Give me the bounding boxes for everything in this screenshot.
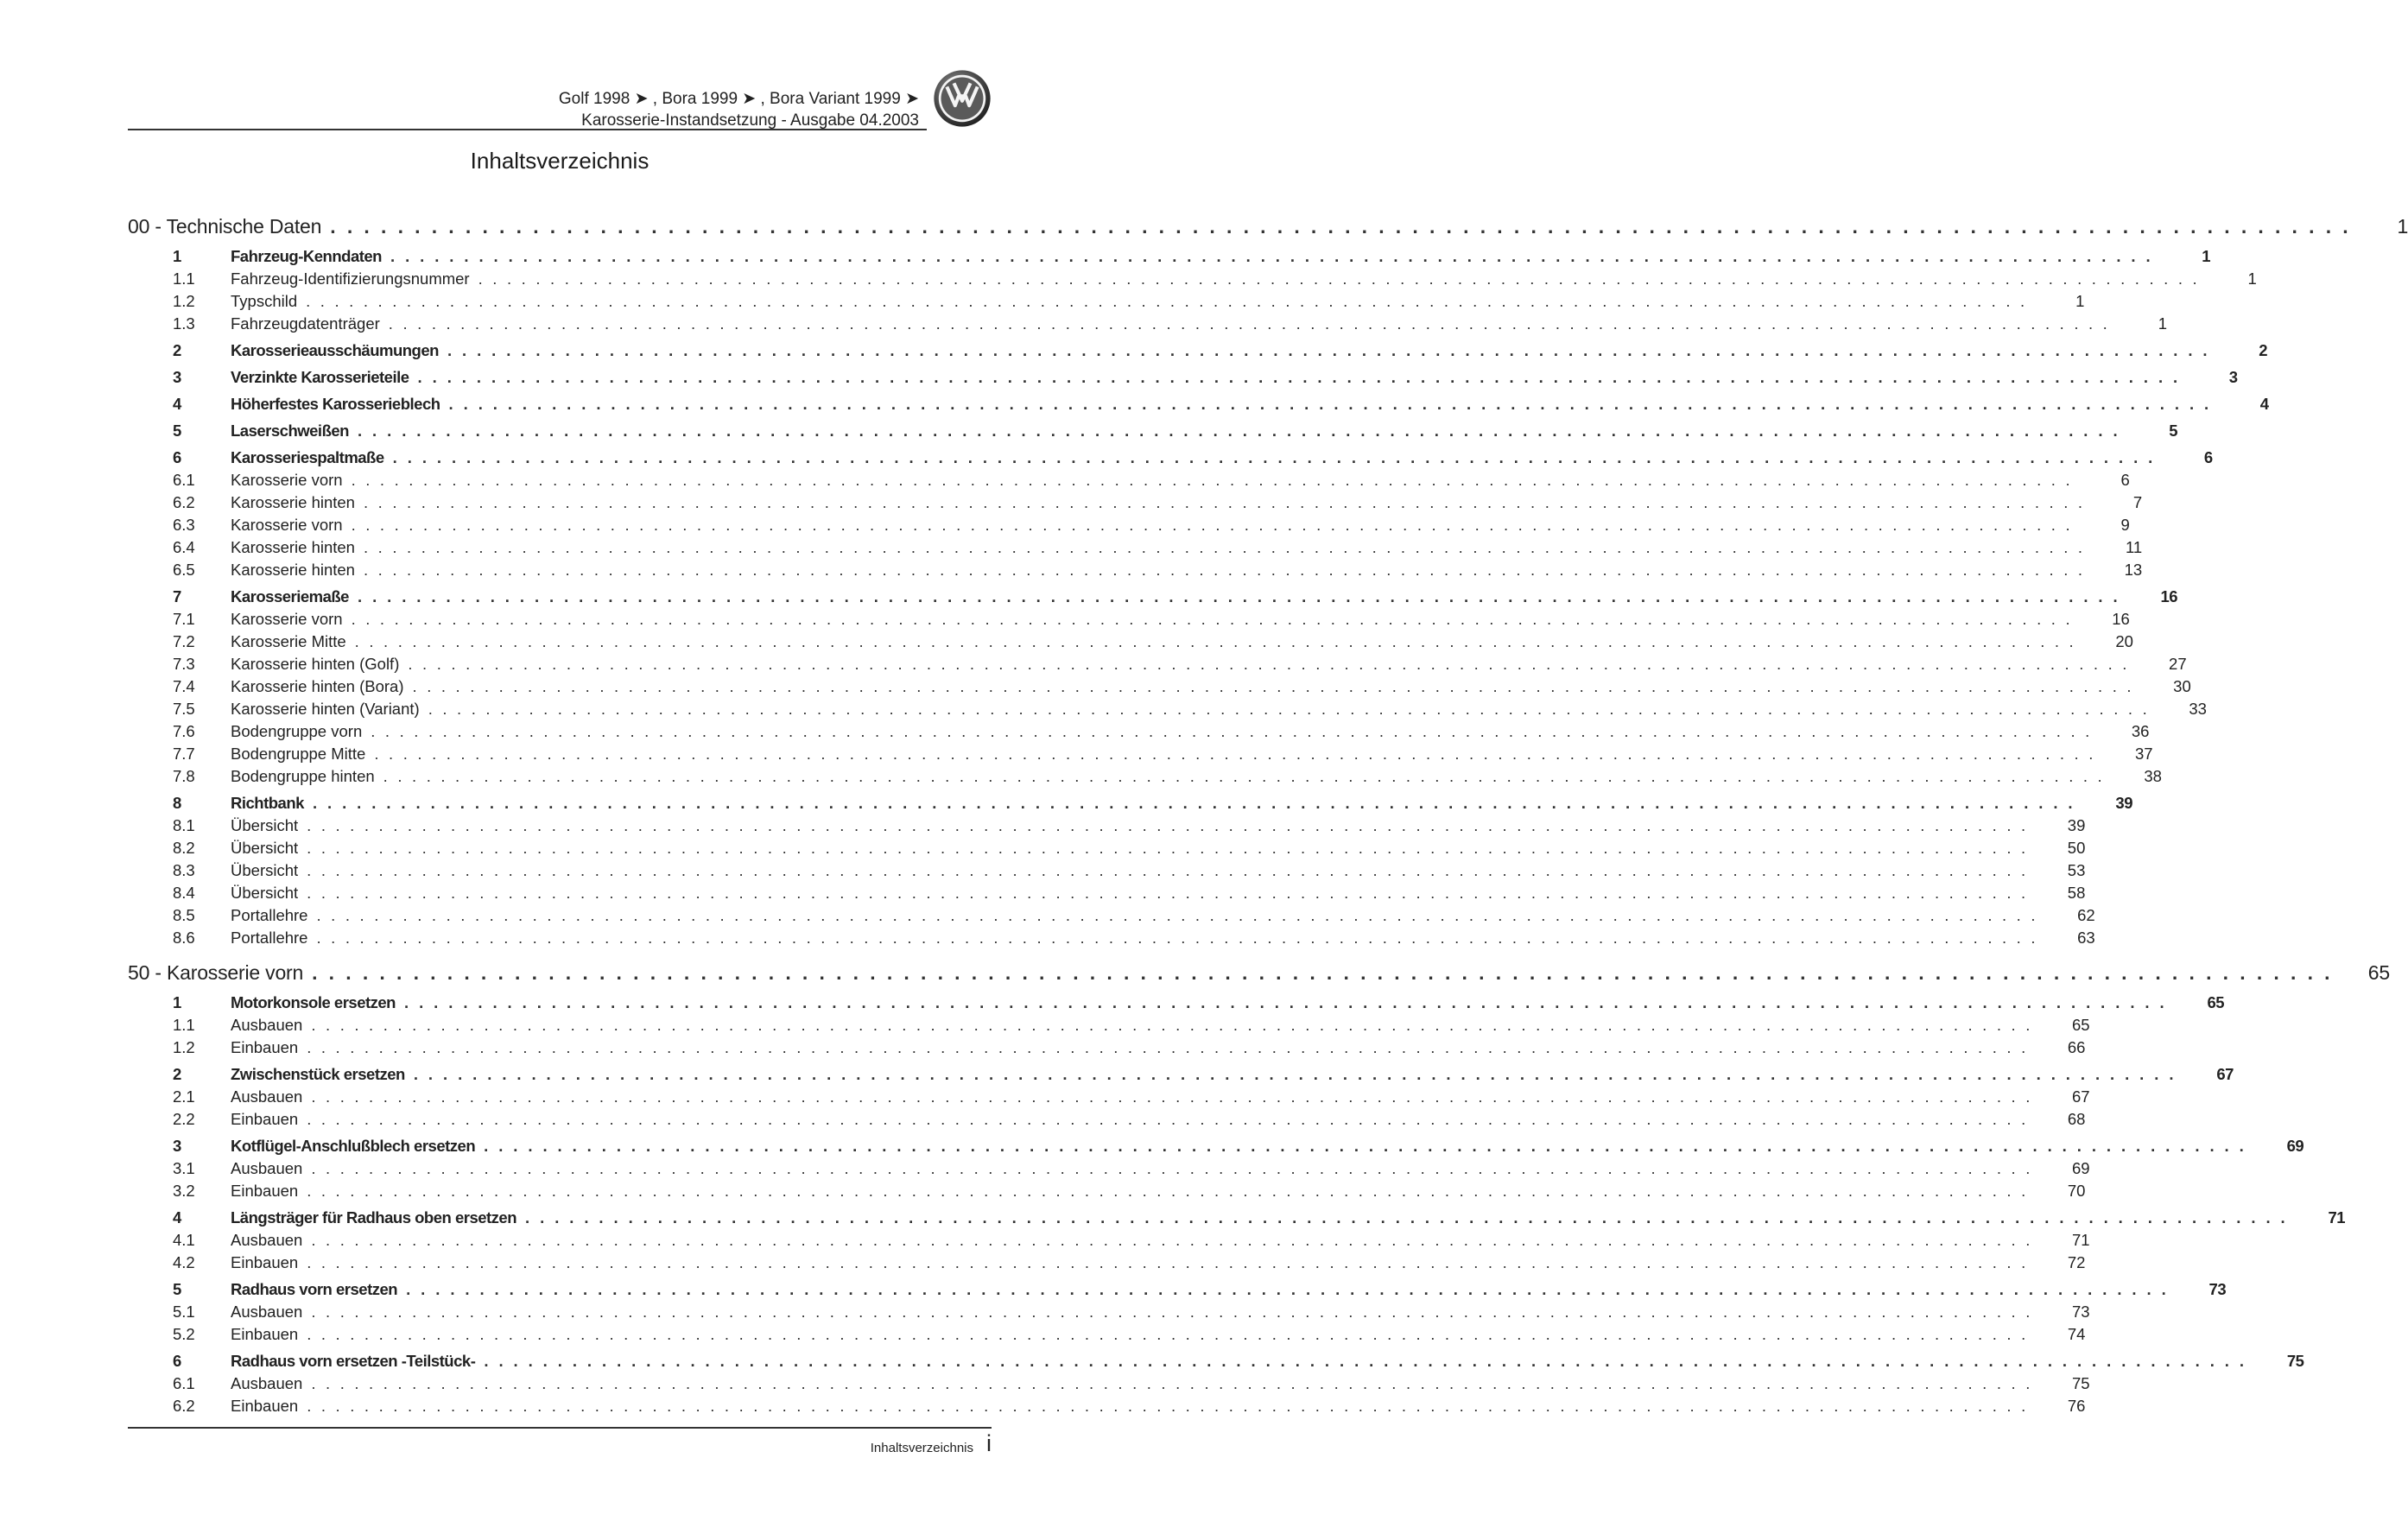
- dot-leader: . . . . . . . . . . . . . . . . . . . . . . . . . . . . . . . . . . . . . . . . . . . . . . . . . . . . . . . . . . . . . . . . . . . . . . . . . . . . . . . . . . . . . . . . . . . . . . . . . . . . . . . . . . . . . . . . . . . . . . . .: [390, 247, 2154, 265]
- toc-entry-title: Radhaus vorn ersetzen: [231, 1280, 398, 1298]
- toc-section-row[interactable]: [128, 366, 2238, 389]
- toc-entry-number: 3: [173, 1137, 182, 1155]
- dot-leader: . . . . . . . . . . . . . . . . . . . . . . . . . . . . . . . . . . . . . . . . . . . . . . . . . . . . . . . . . . . . . . . . . . . . . . . . . . . . . . . . . . . . . . . . . . . . . . . . . . . . . . . . . . . . . . . . . . . . . . . .: [307, 884, 2029, 902]
- toc-entry-number: 6: [173, 1352, 182, 1370]
- dot-leader: . . . . . . . . . . . . . . . . . . . . . . . . . . . . . . . . . . . . . . . . . . . . . . . . . . . . . . . . . . . . . . . . . . . . . . . . . . . . . . . . . . . . . . . . . . . . . . . . . . . . . . . . . . . . . . . . . . . . . . . .: [417, 368, 2181, 386]
- dot-leader: . . . . . . . . . . . . . . . . . . . . . . . . . . . . . . . . . . . . . . . . . . . . . . . . . . . . . . . . . . . . . . . . . . . . . . . . . . . . . . . . . . . . . . . . . . . . . . . . . . . . . . . . . . . . . . . . . . . . . . . .: [363, 538, 2086, 556]
- toc-entry-title: Karosserie hinten (Variant): [231, 700, 420, 718]
- toc-entry-number: 7.5: [173, 700, 195, 718]
- toc-entry-page: 71: [2328, 1208, 2346, 1227]
- toc-entry-page: 65: [2207, 993, 2225, 1011]
- toc-entry-title: Übersicht: [231, 884, 299, 902]
- dot-leader: . . . . . . . . . . . . . . . . . . . . . . . . . . . . . . . . . . . . . . . . . . . . . . . . . . . . . . . . . . . . . . . . . . . . . . . . . . . . . . . . . . . . . . . . . . . . . . . . . . . . . . . . . . . . . . . . . . . . . . . .: [312, 961, 2333, 984]
- header-models: Golf 1998 ➤ , Bora 1999 ➤ , Bora Variant 1999 ➤: [558, 90, 919, 108]
- dot-leader: . . . . . . . . . . . . . . . . . . . . . . . . . . . . . . . . . . . . . . . . . . . . . . . . . . . . . . . . . . . . . . . . . . . . . . . . . . . . . . . . . . . . . . . . . . . . . . . . . . . . . . . . . . . . . . . . . . . . . . . .: [404, 993, 2168, 1011]
- dot-leader: . . . . . . . . . . . . . . . . . . . . . . . . . . . . . . . . . . . . . . . . . . . . . . . . . . . . . . . . . . . . . . . . . . . . . . . . . . . . . . . . . . . . . . . . . . . . . . . . . . . . . . . . . . . . . . . . . . . . . . . .: [307, 1110, 2029, 1128]
- toc-entry-page: 69: [2071, 1159, 2090, 1177]
- toc-sub-row[interactable]: [128, 765, 2162, 788]
- dot-leader: . . . . . . . . . . . . . . . . . . . . . . . . . . . . . . . . . . . . . . . . . . . . . . . . . . . . . . . . . . . . . . . . . . . . . . . . . . . . . . . . . . . . . . . . . . . . . . . . . . . . . . . . . . . . . . . . . . . . . . . .: [406, 1280, 2170, 1298]
- dot-leader: . . . . . . . . . . . . . . . . . . . . . . . . . . . . . . . . . . . . . . . . . . . . . . . . . . . . . . . . . . . . . . . . . . . . . . . . . . . . . . . . . . . . . . . . . . . . . . . . . . . . . . . . . . . . . . . . . . . . . . . .: [484, 1137, 2247, 1155]
- toc-entry-title: Ausbauen: [231, 1087, 303, 1106]
- dot-leader: . . . . . . . . . . . . . . . . . . . . . . . . . . . . . . . . . . . . . . . . . . . . . . . . . . . . . . . . . . . . . . . . . . . . . . . . . . . . . . . . . . . . . . . . . . . . . . . . . . . . . . . . . . . . . . . . . . . . . . . .: [311, 1231, 2033, 1249]
- toc-entry-page: 65: [2071, 1016, 2090, 1034]
- dot-leader: . . . . . . . . . . . . . . . . . . . . . . . . . . . . . . . . . . . . . . . . . . . . . . . . . . . . . . . . . . . . . . . . . . . . . . . . . . . . . . . . . . . . . . . . . . . . . . . . . . . . . . . . . . . . . . . . . . . . . . . .: [363, 493, 2086, 511]
- toc-entry-number: 2.1: [173, 1087, 195, 1106]
- dot-leader: . . . . . . . . . . . . . . . . . . . . . . . . . . . . . . . . . . . . . . . . . . . . . . . . . . . . . . . . . . . . . . . . . . . . . . . . . . . . . . . . . . . . . . . . . . . . . . . . . . . . . . . . . . . . . . . . . . . . . . . .: [408, 655, 2130, 673]
- dot-leader: . . . . . . . . . . . . . . . . . . . . . . . . . . . . . . . . . . . . . . . . . . . . . . . . . . . . . . . . . . . . . . . . . . . . . . . . . . . . . . . . . . . . . . . . . . . . . . . . . . . . . . . . . . . . . . . . . . . . . . . .: [383, 767, 2105, 785]
- toc-sub-row[interactable]: [128, 514, 2130, 536]
- toc-sub-row[interactable]: [128, 653, 2187, 675]
- toc-entry-number: 8.3: [173, 861, 195, 879]
- toc-entry-page: 69: [2286, 1137, 2304, 1155]
- toc-entry-number: 3: [173, 368, 182, 386]
- toc-section-row[interactable]: [128, 245, 2211, 268]
- toc-entry-title: Ausbauen: [231, 1231, 303, 1249]
- toc-entry-number: 5.1: [173, 1303, 195, 1321]
- dot-leader: . . . . . . . . . . . . . . . . . . . . . . . . . . . . . . . . . . . . . . . . . . . . . . . . . . . . . . . . . . . . . . . . . . . . . . . . . . . . . . . . . . . . . . . . . . . . . . . . . . . . . . . . . . . . . . . . . . . . . . . .: [351, 471, 2073, 489]
- toc-section-row[interactable]: [128, 792, 2132, 815]
- toc-entry-title: Kotflügel-Anschlußblech ersetzen: [231, 1137, 476, 1155]
- toc-entry-page: 73: [2208, 1280, 2227, 1298]
- dot-leader: . . . . . . . . . . . . . . . . . . . . . . . . . . . . . . . . . . . . . . . . . . . . . . . . . . . . . . . . . . . . . . . . . . . . . . . . . . . . . . . . . . . . . . . . . . . . . . . . . . . . . . . . . . . . . . . . . . . . . . . .: [307, 1253, 2029, 1271]
- dot-leader: . . . . . . . . . . . . . . . . . . . . . . . . . . . . . . . . . . . . . . . . . . . . . . . . . . . . . . . . . . . . . . . . . . . . . . . . . . . . . . . . . . . . . . . . . . . . . . . . . . . . . . . . . . . . . . . . . . . . . . . .: [311, 1159, 2033, 1177]
- toc-entry-page: 27: [2169, 655, 2187, 673]
- toc-entry-title: Ausbauen: [231, 1159, 303, 1177]
- toc-entry-title: Einbauen: [231, 1182, 299, 1200]
- toc-entry-title: Übersicht: [231, 839, 299, 857]
- toc-entry-title: Karosserie vorn: [231, 471, 343, 489]
- toc-entry-page: 1: [2247, 269, 2257, 288]
- toc-sub-row[interactable]: [128, 1108, 2086, 1131]
- dot-leader: . . . . . . . . . . . . . . . . . . . . . . . . . . . . . . . . . . . . . . . . . . . . . . . . . . . . . . . . . . . . . . . . . . . . . . . . . . . . . . . . . . . . . . . . . . . . . . . . . . . . . . . . . . . . . . . . . . . . . . . .: [388, 314, 2111, 333]
- dot-leader: . . . . . . . . . . . . . . . . . . . . . . . . . . . . . . . . . . . . . . . . . . . . . . . . . . . . . . . . . . . . . . . . . . . . . . . . . . . . . . . . . . . . . . . . . . . . . . . . . . . . . . . . . . . . . . . . . . . . . . . .: [447, 341, 2210, 359]
- toc-chapter-row[interactable]: [128, 212, 2408, 241]
- dot-leader: . . . . . . . . . . . . . . . . . . . . . . . . . . . . . . . . . . . . . . . . . . . . . . . . . . . . . . . . . . . . . . . . . . . . . . . . . . . . . . . . . . . . . . . . . . . . . . . . . . . . . . . . . . . . . . . . . . . . . . . .: [311, 1374, 2033, 1392]
- toc-entry-number: 7.3: [173, 655, 195, 673]
- toc-entry-number: 4.1: [173, 1231, 195, 1249]
- dot-leader: . . . . . . . . . . . . . . . . . . . . . . . . . . . . . . . . . . . . . . . . . . . . . . . . . . . . . . . . . . . . . . . . . . . . . . . . . . . . . . . . . . . . . . . . . . . . . . . . . . . . . . . . . . . . . . . . . . . . . . . .: [374, 745, 2096, 763]
- toc-entry-number: 1.1: [173, 1016, 195, 1034]
- toc-entry-title: Zwischenstück ersetzen: [231, 1065, 405, 1083]
- toc-entry-number: 8.6: [173, 929, 195, 947]
- toc-entry-page: 53: [2067, 861, 2086, 879]
- toc-entry-page: 73: [2071, 1303, 2090, 1321]
- toc-entry-number: 6.4: [173, 538, 195, 556]
- toc-entry-title: Richtbank: [231, 794, 304, 812]
- toc-entry-number: 5: [173, 422, 182, 440]
- toc-entry-title: Einbauen: [231, 1325, 299, 1343]
- dot-leader: . . . . . . . . . . . . . . . . . . . . . . . . . . . . . . . . . . . . . . . . . . . . . . . . . . . . . . . . . . . . . . . . . . . . . . . . . . . . . . . . . . . . . . . . . . . . . . . . . . . . . . . . . . . . . . . . . . . . . . . .: [307, 1038, 2029, 1056]
- toc-section-row[interactable]: [128, 1063, 2234, 1086]
- toc-entry-number: 1.1: [173, 269, 195, 288]
- toc-entry-title: Übersicht: [231, 816, 299, 834]
- toc-entry-number: 6: [173, 448, 182, 466]
- toc-entry-title: Fahrzeug-Identifizierungsnummer: [231, 269, 470, 288]
- toc-entry-title: Karosserie vorn: [231, 516, 343, 534]
- toc-sub-row[interactable]: [128, 720, 2150, 743]
- dot-leader: . . . . . . . . . . . . . . . . . . . . . . . . . . . . . . . . . . . . . . . . . . . . . . . . . . . . . . . . . . . . . . . . . . . . . . . . . . . . . . . . . . . . . . . . . . . . . . . . . . . . . . . . . . . . . . . . . . . . . . . .: [311, 1087, 2033, 1106]
- dot-leader: . . . . . . . . . . . . . . . . . . . . . . . . . . . . . . . . . . . . . . . . . . . . . . . . . . . . . . . . . . . . . . . . . . . . . . . . . . . . . . . . . . . . . . . . . . . . . . . . . . . . . . . . . . . . . . . . . . . . . . . .: [428, 700, 2150, 718]
- toc-sub-row[interactable]: [128, 313, 2168, 335]
- toc-entry-page: 1: [2158, 314, 2168, 333]
- toc-entry-title: Längsträger für Radhaus oben ersetzen: [231, 1208, 517, 1227]
- dot-leader: . . . . . . . . . . . . . . . . . . . . . . . . . . . . . . . . . . . . . . . . . . . . . . . . . . . . . . . . . . . . . . . . . . . . . . . . . . . . . . . . . . . . . . . . . . . . . . . . . . . . . . . . . . . . . . . . . . . . . . . .: [413, 1065, 2177, 1083]
- toc-entry-number: 8.5: [173, 906, 195, 924]
- toc-sub-row[interactable]: [128, 904, 2095, 927]
- toc-entry-title: Motorkonsole ersetzen: [231, 993, 396, 1011]
- toc-entry-title: Laserschweißen: [231, 422, 349, 440]
- toc-entry-title: Portallehre: [231, 929, 308, 947]
- toc-entry-number: 1.2: [173, 292, 195, 310]
- dot-leader: . . . . . . . . . . . . . . . . . . . . . . . . . . . . . . . . . . . . . . . . . . . . . . . . . . . . . . . . . . . . . . . . . . . . . . . . . . . . . . . . . . . . . . . . . . . . . . . . . . . . . . . . . . . . . . . . . . . . . . . .: [312, 794, 2075, 812]
- toc-entry-number: 1: [173, 993, 182, 1011]
- toc-sub-row[interactable]: [128, 1301, 2090, 1323]
- toc-sub-row[interactable]: [128, 837, 2086, 859]
- toc-entry-title: Übersicht: [231, 861, 299, 879]
- toc-entry-title: Einbauen: [231, 1110, 299, 1128]
- toc-entry-number: 8: [173, 794, 182, 812]
- toc-sub-row[interactable]: [128, 1180, 2086, 1202]
- dot-leader: . . . . . . . . . . . . . . . . . . . . . . . . . . . . . . . . . . . . . . . . . . . . . . . . . . . . . . . . . . . . . . . . . . . . . . . . . . . . . . . . . . . . . . . . . . . . . . . . . . . . . . . . . . . . . . . . . . . . . . . .: [316, 906, 2038, 924]
- dot-leader: . . . . . . . . . . . . . . . . . . . . . . . . . . . . . . . . . . . . . . . . . . . . . . . . . . . . . . . . . . . . . . . . . . . . . . . . . . . . . . . . . . . . . . . . . . . . . . . . . . . . . . . . . . . . . . . . . . . . . . . .: [307, 1397, 2029, 1415]
- toc-sub-row[interactable]: [128, 1372, 2090, 1395]
- toc-sub-row[interactable]: [128, 1157, 2090, 1180]
- toc-sub-row[interactable]: [128, 1086, 2090, 1108]
- dot-leader: . . . . . . . . . . . . . . . . . . . . . . . . . . . . . . . . . . . . . . . . . . . . . . . . . . . . . . . . . . . . . . . . . . . . . . . . . . . . . . . . . . . . . . . . . . . . . . . . . . . . . . . . . . . . . . . . . . . . . . . .: [307, 1325, 2029, 1343]
- toc-entry-title: Karosserie Mitte: [231, 632, 346, 650]
- dot-leader: . . . . . . . . . . . . . . . . . . . . . . . . . . . . . . . . . . . . . . . . . . . . . . . . . . . . . . . . . . . . . . . . . . . . . . . . . . . . . . . . . . . . . . . . . . . . . . . . . . . . . . . . . . . . . . . . . . . . . . . .: [354, 632, 2076, 650]
- toc-entry-page: 72: [2067, 1253, 2086, 1271]
- dot-leader: . . . . . . . . . . . . . . . . . . . . . . . . . . . . . . . . . . . . . . . . . . . . . . . . . . . . . . . . . . . . . . . . . . . . . . . . . . . . . . . . . . . . . . . . . . . . . . . . . . . . . . . . . . . . . . . . . . . . . . . .: [412, 677, 2134, 695]
- toc-entry-title: Ausbauen: [231, 1374, 303, 1392]
- toc-entry-title: 00 - Technische Daten: [128, 215, 322, 238]
- dot-leader: . . . . . . . . . . . . . . . . . . . . . . . . . . . . . . . . . . . . . . . . . . . . . . . . . . . . . . . . . . . . . . . . . . . . . . . . . . . . . . . . . . . . . . . . . . . . . . . . . . . . . . . . . . . . . . . . . . . . . . . .: [311, 1303, 2033, 1321]
- toc-entry-number: 6.2: [173, 1397, 195, 1415]
- toc-entry-number: 6.5: [173, 561, 195, 579]
- toc-sub-row[interactable]: [128, 927, 2095, 949]
- toc-entry-page: 75: [2071, 1374, 2090, 1392]
- toc-entry-title: Fahrzeug-Kenndaten: [231, 247, 382, 265]
- header-text: [559, 88, 919, 131]
- toc-section-row[interactable]: [128, 586, 2178, 608]
- dot-leader: . . . . . . . . . . . . . . . . . . . . . . . . . . . . . . . . . . . . . . . . . . . . . . . . . . . . . . . . . . . . . . . . . . . . . . . . . . . . . . . . . . . . . . . . . . . . . . . . . . . . . . . . . . . . . . . . . . . . . . . .: [306, 292, 2028, 310]
- toc-entry-number: 1.3: [173, 314, 195, 333]
- dot-leader: . . . . . . . . . . . . . . . . . . . . . . . . . . . . . . . . . . . . . . . . . . . . . . . . . . . . . . . . . . . . . . . . . . . . . . . . . . . . . . . . . . . . . . . . . . . . . . . . . . . . . . . . . . . . . . . . . . . . . . . .: [307, 861, 2029, 879]
- toc-entry-page: 70: [2067, 1182, 2086, 1200]
- toc-entry-title: Karosserie hinten: [231, 493, 355, 511]
- toc-entry-title: Bodengruppe Mitte: [231, 745, 366, 763]
- toc-entry-page: 71: [2071, 1231, 2090, 1249]
- table-of-contents: [128, 212, 2408, 1417]
- toc-entry-number: 6.1: [173, 471, 195, 489]
- toc-entry-number: 7: [173, 587, 182, 605]
- toc-section-row[interactable]: [128, 447, 2213, 469]
- toc-entry-page: 36: [2131, 722, 2150, 740]
- toc-entry-page: 6: [2203, 448, 2213, 466]
- toc-entry-page: 67: [2071, 1087, 2090, 1106]
- toc-section-row[interactable]: [128, 992, 2225, 1014]
- toc-entry-number: 8.1: [173, 816, 195, 834]
- toc-entry-title: Radhaus vorn ersetzen -Teilstück-: [231, 1352, 476, 1370]
- toc-entry-page: 33: [2189, 700, 2207, 718]
- toc-sub-row[interactable]: [128, 536, 2143, 559]
- toc-entry-number: 7.2: [173, 632, 195, 650]
- toc-entry-page: 74: [2067, 1325, 2086, 1343]
- toc-entry-title: Karosserieausschäumungen: [231, 341, 439, 359]
- toc-sub-row[interactable]: [128, 1395, 2086, 1417]
- toc-entry-page: 62: [2077, 906, 2095, 924]
- toc-entry-title: 50 - Karosserie vorn: [128, 961, 304, 984]
- toc-sub-row[interactable]: [128, 1229, 2090, 1252]
- toc-entry-number: 4: [173, 1208, 182, 1227]
- toc-sub-row[interactable]: [128, 491, 2143, 514]
- toc-chapter-row[interactable]: [128, 958, 2390, 987]
- dot-leader: . . . . . . . . . . . . . . . . . . . . . . . . . . . . . . . . . . . . . . . . . . . . . . . . . . . . . . . . . . . . . . . . . . . . . . . . . . . . . . . . . . . . . . . . . . . . . . . . . . . . . . . . . . . . . . . . . . . . . . . .: [351, 610, 2073, 628]
- toc-sub-row[interactable]: [128, 1036, 2086, 1059]
- toc-sub-row[interactable]: [128, 743, 2153, 765]
- toc-entry-page: 5: [2169, 422, 2177, 440]
- dot-leader: . . . . . . . . . . . . . . . . . . . . . . . . . . . . . . . . . . . . . . . . . . . . . . . . . . . . . . . . . . . . . . . . . . . . . . . . . . . . . . . . . . . . . . . . . . . . . . . . . . . . . . . . . . . . . . . . . . . . . . . .: [307, 1182, 2029, 1200]
- toc-entry-number: 8.2: [173, 839, 195, 857]
- toc-entry-title: Portallehre: [231, 906, 308, 924]
- toc-entry-page: 20: [2115, 632, 2133, 650]
- toc-entry-title: Karosserie vorn: [231, 610, 343, 628]
- toc-entry-page: 65: [2367, 961, 2390, 984]
- dot-leader: . . . . . . . . . . . . . . . . . . . . . . . . . . . . . . . . . . . . . . . . . . . . . . . . . . . . . . . . . . . . . . . . . . . . . . . . . . . . . . . . . . . . . . . . . . . . . . . . . . . . . . . . . . . . . . . . . . . . . . . .: [478, 269, 2200, 288]
- dot-leader: . . . . . . . . . . . . . . . . . . . . . . . . . . . . . . . . . . . . . . . . . . . . . . . . . . . . . . . . . . . . . . . . . . . . . . . . . . . . . . . . . . . . . . . . . . . . . . . . . . . . . . . . . . . . . . . . . . . . . . . .: [307, 839, 2029, 857]
- dot-leader: . . . . . . . . . . . . . . . . . . . . . . . . . . . . . . . . . . . . . . . . . . . . . . . . . . . . . . . . . . . . . . . . . . . . . . . . . . . . . . . . . . . . . . . . . . . . . . . . . . . . . . . . . . . . . . . . . . . . . . . .: [316, 929, 2038, 947]
- toc-entry-title: Ausbauen: [231, 1303, 303, 1321]
- dot-leader: . . . . . . . . . . . . . . . . . . . . . . . . . . . . . . . . . . . . . . . . . . . . . . . . . . . . . . . . . . . . . . . . . . . . . . . . . . . . . . . . . . . . . . . . . . . . . . . . . . . . . . . . . . . . . . . . . . . . . . . .: [307, 816, 2029, 834]
- toc-entry-title: Karosserie hinten (Bora): [231, 677, 404, 695]
- dot-leader: . . . . . . . . . . . . . . . . . . . . . . . . . . . . . . . . . . . . . . . . . . . . . . . . . . . . . . . . . . . . . . . . . . . . . . . . . . . . . . . . . . . . . . . . . . . . . . . . . . . . . . . . . . . . . . . . . . . . . . . .: [311, 1016, 2033, 1034]
- toc-entry-page: 1: [2397, 215, 2408, 238]
- toc-entry-title: Karosserie hinten: [231, 561, 355, 579]
- toc-section-row[interactable]: [128, 393, 2269, 415]
- toc-entry-number: 7.1: [173, 610, 195, 628]
- toc-entry-number: 1: [173, 247, 182, 265]
- toc-entry-number: 2: [173, 1065, 182, 1083]
- toc-entry-number: 4.2: [173, 1253, 195, 1271]
- toc-entry-page: 13: [2124, 561, 2143, 579]
- toc-sub-row[interactable]: [128, 859, 2086, 882]
- dot-leader: . . . . . . . . . . . . . . . . . . . . . . . . . . . . . . . . . . . . . . . . . . . . . . . . . . . . . . . . . . . . . . . . . . . . . . . . . . . . . . . . . . . . . . . . . . . . . . . . . . . . . . . . . . . . . . . . . . . . . . . .: [363, 561, 2086, 579]
- toc-entry-page: 50: [2067, 839, 2086, 857]
- toc-entry-number: 7.6: [173, 722, 195, 740]
- toc-entry-page: 39: [2115, 794, 2132, 812]
- toc-sub-row[interactable]: [128, 268, 2257, 290]
- dot-leader: . . . . . . . . . . . . . . . . . . . . . . . . . . . . . . . . . . . . . . . . . . . . . . . . . . . . . . . . . . . . . . . . . . . . . . . . . . . . . . . . . . . . . . . . . . . . . . . . . . . . . . . . . . . . . . . . . . . . . . . .: [525, 1208, 2289, 1227]
- toc-entry-title: Einbauen: [231, 1038, 299, 1056]
- toc-entry-number: 7.7: [173, 745, 195, 763]
- footer-page-number: i: [986, 1430, 992, 1456]
- dot-leader: . . . . . . . . . . . . . . . . . . . . . . . . . . . . . . . . . . . . . . . . . . . . . . . . . . . . . . . . . . . . . . . . . . . . . . . . . . . . . . . . . . . . . . . . . . . . . . . . . . . . . . . . . . . . . . . . . . . . . . . .: [357, 422, 2120, 440]
- toc-entry-title: Einbauen: [231, 1397, 299, 1415]
- toc-sub-row[interactable]: [128, 882, 2086, 904]
- toc-section-row[interactable]: [128, 1135, 2304, 1157]
- toc-entry-number: 7.8: [173, 767, 195, 785]
- toc-entry-page: 58: [2067, 884, 2086, 902]
- toc-entry-number: 3.2: [173, 1182, 195, 1200]
- toc-sub-row[interactable]: [128, 559, 2143, 581]
- toc-entry-number: 2.2: [173, 1110, 195, 1128]
- toc-entry-number: 7.4: [173, 677, 195, 695]
- toc-section-row[interactable]: [128, 1350, 2304, 1372]
- dot-leader: . . . . . . . . . . . . . . . . . . . . . . . . . . . . . . . . . . . . . . . . . . . . . . . . . . . . . . . . . . . . . . . . . . . . . . . . . . . . . . . . . . . . . . . . . . . . . . . . . . . . . . . . . . . . . . . . . . . . . . . .: [351, 516, 2073, 534]
- toc-entry-page: 6: [2120, 471, 2130, 489]
- toc-section-row[interactable]: [128, 1207, 2346, 1229]
- toc-entry-page: 4: [2259, 395, 2269, 413]
- header-divider: [128, 129, 927, 130]
- toc-section-row[interactable]: [128, 420, 2177, 442]
- toc-sub-row[interactable]: [128, 698, 2207, 720]
- toc-entry-title: Fahrzeugdatenträger: [231, 314, 380, 333]
- toc-entry-page: 66: [2067, 1038, 2086, 1056]
- toc-sub-row[interactable]: [128, 1323, 2086, 1346]
- toc-sub-row[interactable]: [128, 675, 2191, 698]
- toc-entry-title: Einbauen: [231, 1253, 299, 1271]
- toc-entry-title: Karosseriespaltmaße: [231, 448, 384, 466]
- footer-label: Inhaltsverzeichnis: [870, 1441, 973, 1455]
- toc-entry-page: 75: [2286, 1352, 2304, 1370]
- toc-entry-number: 5.2: [173, 1325, 195, 1343]
- toc-entry-number: 2: [173, 341, 182, 359]
- toc-entry-page: 1: [2202, 247, 2211, 265]
- dot-leader: . . . . . . . . . . . . . . . . . . . . . . . . . . . . . . . . . . . . . . . . . . . . . . . . . . . . . . . . . . . . . . . . . . . . . . . . . . . . . . . . . . . . . . . . . . . . . . . . . . . . . . . . . . . . . . . . . . . . . . . .: [330, 215, 2352, 238]
- toc-entry-number: 5: [173, 1280, 182, 1298]
- dot-leader: . . . . . . . . . . . . . . . . . . . . . . . . . . . . . . . . . . . . . . . . . . . . . . . . . . . . . . . . . . . . . . . . . . . . . . . . . . . . . . . . . . . . . . . . . . . . . . . . . . . . . . . . . . . . . . . . . . . . . . . .: [392, 448, 2156, 466]
- toc-entry-number: 6.3: [173, 516, 195, 534]
- toc-entry-number: 8.4: [173, 884, 195, 902]
- toc-section-row[interactable]: [128, 339, 2267, 362]
- toc-entry-title: Bodengruppe hinten: [231, 767, 375, 785]
- toc-entry-page: 2: [2259, 341, 2267, 359]
- toc-sub-row[interactable]: [128, 1014, 2090, 1036]
- toc-entry-title: Typschild: [231, 292, 298, 310]
- toc-sub-row[interactable]: [128, 815, 2086, 837]
- toc-entry-page: 76: [2067, 1397, 2086, 1415]
- toc-entry-page: 67: [2216, 1065, 2234, 1083]
- header-edition: Karosserie-Instandsetzung - Ausgabe 04.2003: [581, 111, 919, 130]
- toc-entry-number: 3.1: [173, 1159, 195, 1177]
- toc-entry-number: 1.2: [173, 1038, 195, 1056]
- toc-sub-row[interactable]: [128, 469, 2130, 491]
- toc-entry-title: Karosseriemaße: [231, 587, 349, 605]
- toc-entry-title: Karosserie hinten: [231, 538, 355, 556]
- toc-section-row[interactable]: [128, 1278, 2227, 1301]
- toc-entry-page: 30: [2173, 677, 2191, 695]
- toc-sub-row[interactable]: [128, 631, 2133, 653]
- toc-sub-row[interactable]: [128, 1252, 2086, 1274]
- toc-entry-page: 9: [2120, 516, 2130, 534]
- toc-entry-title: Karosserie hinten (Golf): [231, 655, 400, 673]
- toc-entry-title: Verzinkte Karosserieteile: [231, 368, 409, 386]
- toc-sub-row[interactable]: [128, 290, 2085, 313]
- page-header: [128, 69, 992, 130]
- toc-entry-page: 3: [2228, 368, 2238, 386]
- toc-entry-page: 7: [2132, 493, 2143, 511]
- toc-entry-page: 16: [2160, 587, 2178, 605]
- footer-divider: [128, 1427, 992, 1429]
- toc-entry-title: Bodengruppe vorn: [231, 722, 363, 740]
- toc-entry-page: 39: [2067, 816, 2086, 834]
- toc-entry-page: 38: [2144, 767, 2162, 785]
- toc-entry-number: 6.1: [173, 1374, 195, 1392]
- page-title: Inhaltsverzeichnis: [470, 148, 650, 174]
- toc-entry-page: 16: [2112, 610, 2130, 628]
- toc-entry-page: 37: [2135, 745, 2153, 763]
- vw-logo: [933, 69, 992, 128]
- toc-entry-page: 63: [2077, 929, 2095, 947]
- dot-leader: . . . . . . . . . . . . . . . . . . . . . . . . . . . . . . . . . . . . . . . . . . . . . . . . . . . . . . . . . . . . . . . . . . . . . . . . . . . . . . . . . . . . . . . . . . . . . . . . . . . . . . . . . . . . . . . . . . . . . . . .: [448, 395, 2212, 413]
- toc-sub-row[interactable]: [128, 608, 2130, 631]
- toc-entry-page: 1: [2075, 292, 2085, 310]
- dot-leader: . . . . . . . . . . . . . . . . . . . . . . . . . . . . . . . . . . . . . . . . . . . . . . . . . . . . . . . . . . . . . . . . . . . . . . . . . . . . . . . . . . . . . . . . . . . . . . . . . . . . . . . . . . . . . . . . . . . . . . . .: [357, 587, 2121, 605]
- toc-entry-number: 4: [173, 395, 182, 413]
- toc-entry-page: 68: [2067, 1110, 2086, 1128]
- toc-entry-number: 6.2: [173, 493, 195, 511]
- dot-leader: . . . . . . . . . . . . . . . . . . . . . . . . . . . . . . . . . . . . . . . . . . . . . . . . . . . . . . . . . . . . . . . . . . . . . . . . . . . . . . . . . . . . . . . . . . . . . . . . . . . . . . . . . . . . . . . . . . . . . . . .: [371, 722, 2093, 740]
- toc-entry-title: Höherfestes Karosserieblech: [231, 395, 440, 413]
- dot-leader: . . . . . . . . . . . . . . . . . . . . . . . . . . . . . . . . . . . . . . . . . . . . . . . . . . . . . . . . . . . . . . . . . . . . . . . . . . . . . . . . . . . . . . . . . . . . . . . . . . . . . . . . . . . . . . . . . . . . . . . .: [484, 1352, 2247, 1370]
- toc-entry-page: 11: [2126, 538, 2143, 556]
- toc-entry-title: Ausbauen: [231, 1016, 303, 1034]
